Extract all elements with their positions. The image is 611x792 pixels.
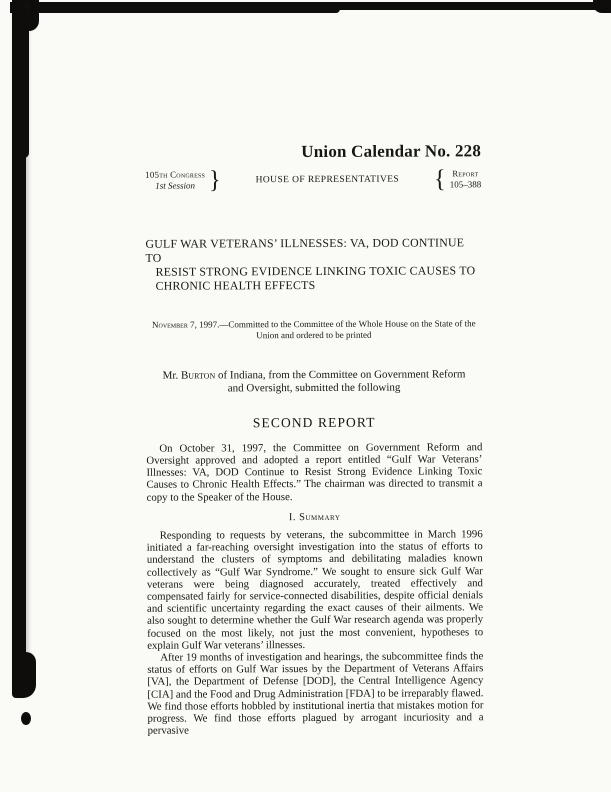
chamber-title: HOUSE OF REPRESENTATIVES bbox=[255, 174, 400, 186]
report-body bbox=[146, 441, 483, 737]
scan-edge-top-thick bbox=[10, 2, 340, 13]
session-line: 1st Session bbox=[155, 180, 196, 191]
submitted-by-line bbox=[156, 368, 472, 395]
summary-section-heading: I. Summary bbox=[288, 511, 341, 523]
document-title bbox=[145, 235, 481, 294]
scan-mark-top-right bbox=[593, 0, 611, 13]
document-title-line-1: GULF WAR VETERANS’ ILLNESSES: VA, DOD CONTINUE TO bbox=[145, 234, 465, 265]
left-brace-icon: } bbox=[209, 167, 221, 195]
summary-paragraph-1: Responding to requests by veterans, the subcommittee in March 1996 initiated a far-reaching oversight investigation into the status of efforts to understand the clusters of symptoms and debilitating maladies known collectively as “Gulf War Syndrome.” We sought to ensure sick Gulf War veterans were being diagnosed accurately, treated effectively and compensated fairly for service-connected disabilities, despite official denials and scientific uncertainty regarding the exact causes of their ailments. We also sought to determine whether the Gulf War research agenda was properly focused on the most likely, not just the most convenient, hypotheses to explain Gulf War veterans’ illnesses. bbox=[146, 528, 484, 652]
committal-date: November 7, 1997. bbox=[151, 319, 220, 330]
report-number: 105–388 bbox=[449, 179, 482, 190]
congress-header-row bbox=[145, 166, 482, 195]
committal-text: —Committed to the Committee of the Whole House on the State of the Union and ordered to be printed bbox=[219, 317, 476, 340]
document-title-line-3: CHRONIC HEALTH EFFECTS bbox=[155, 278, 316, 294]
submitter-name: Burton bbox=[180, 369, 216, 382]
scan-speck-bottom-left bbox=[21, 712, 31, 725]
committal-date-line bbox=[147, 318, 481, 341]
congress-line: 105th Congress bbox=[145, 169, 206, 180]
union-calendar-number: Union Calendar No. 228 bbox=[301, 141, 482, 162]
submitted-text: of Indiana, from the Committee on Government Reform and Oversight, submitted the following bbox=[215, 368, 466, 395]
submitter-honorific: Mr. bbox=[162, 369, 181, 382]
report-label: Report bbox=[452, 168, 479, 179]
report-heading: SECOND REPORT bbox=[252, 414, 376, 430]
report-content bbox=[145, 141, 484, 737]
intro-paragraph: On October 31, 1997, the Committee on Government Reform and Oversight approved and adopted a report entitled “Gulf War Veterans’ Illnesses: VA, DOD Continue to Resist Strong Evidence Linking Toxic Causes to Chronic Health Effects.” The chairman was directed to transmit a copy to the Speaker of the House. bbox=[146, 440, 483, 504]
report-number-block bbox=[450, 169, 482, 191]
document-title-line-2: RESIST STRONG EVIDENCE LINKING TOXIC CAUSES TO bbox=[155, 263, 476, 279]
congress-session-block bbox=[145, 169, 205, 192]
scan-edge-left-wide bbox=[12, 8, 29, 158]
right-brace-icon: { bbox=[434, 166, 446, 194]
summary-paragraph-2: After 19 months of investigation and hearings, the subcommittee finds the status of efforts on Gulf War issues by the Department of Veterans Affairs [VA], the Department of Defense [DOD], the Central Intelligence Agency [CIA] and the Food and Drug Administration [FDA] to be irreparably flawed. We find those efforts hobbled by institutional inertia that mistakes motion for progress. We find those efforts plagued by arrogant incuriosity and a pervasive bbox=[147, 650, 484, 737]
scan-blob-bottom-left bbox=[12, 652, 36, 698]
